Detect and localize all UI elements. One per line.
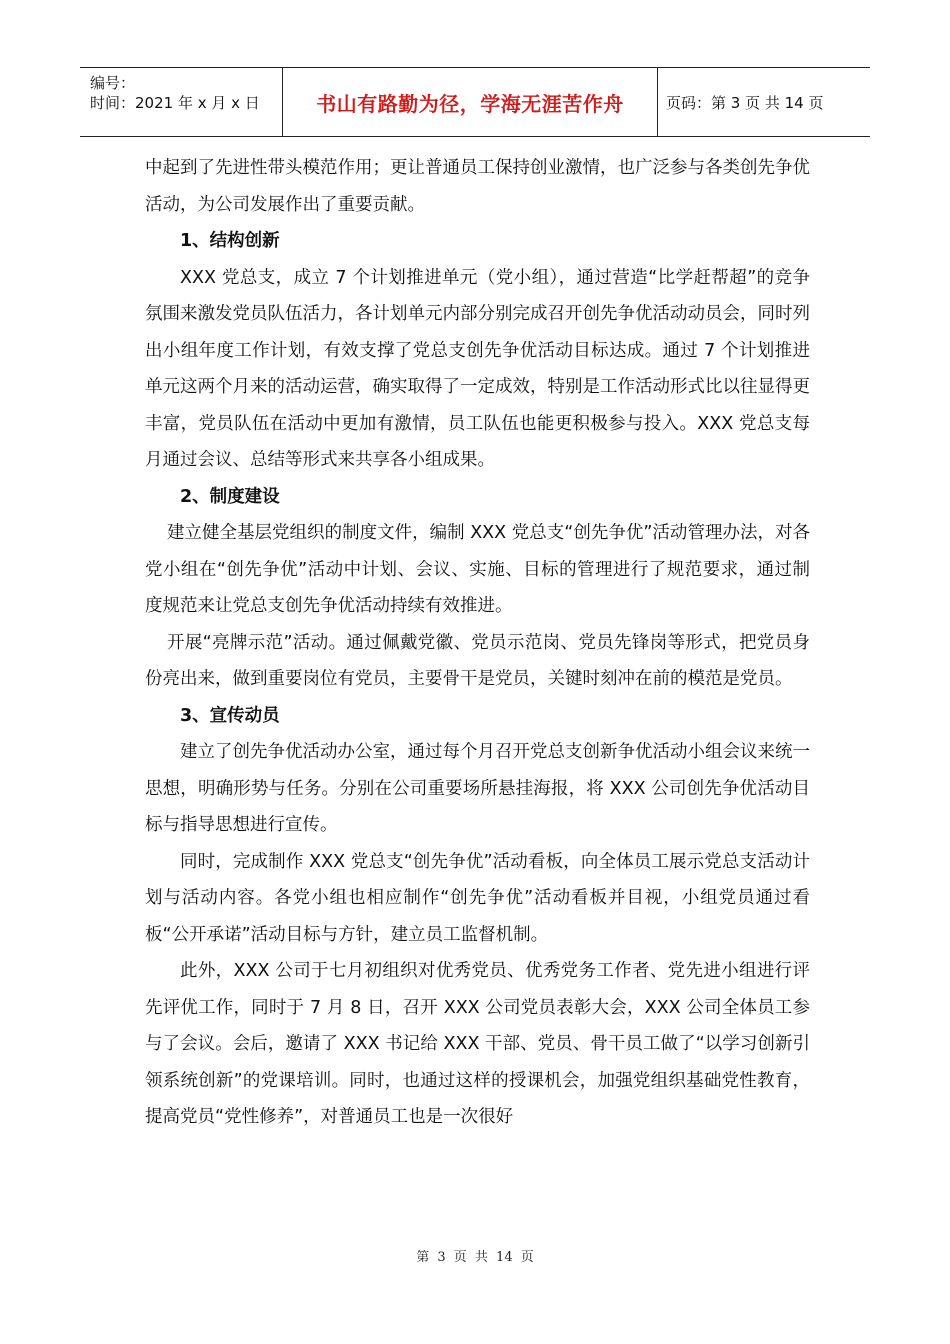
paragraph-continuation: 中起到了先进性带头模范作用；更让普通员工保持创业激情，也广泛参与各类创先争优活动，为公司发展作出了重要贡献。 — [145, 158, 810, 215]
section-heading-3: 3、宣传动员 — [180, 705, 280, 726]
paragraph-structure-innovation: XXX 党总支，成立 7 个计划推进单元（党小组），通过营造“比学赶帮超”的竞争氛围来激发党员队伍活力，各计划单元内部分别完成召开创先争优活动动员会，同时列出小组年度工作计划，有效支撑了党总支创先争优活动目标达成。通过 7 个计划推进单元这两个月来的活动运营，确实取得了一定成效，特别是工作活动形式比以往显得更丰富，党员队伍在活动中更加有激情，员工队伍也能更积极参与投入。XXX 党总支每月通过会议、总结等形式来共享各小组成果。 — [145, 267, 810, 470]
page-footer: 第 3 页 共 14 页 — [416, 1250, 534, 1265]
header-page-info: 页码：第 3 页 共 14 页 — [666, 93, 824, 112]
header-motto: 书山有路勤为径，学海无涯苦作舟 — [316, 91, 624, 116]
date-label: 时间：2021 年 x 月 x 日 — [90, 94, 260, 112]
header-motto-cell — [283, 68, 658, 136]
section-heading-1: 1、结构创新 — [180, 231, 280, 251]
document-header — [80, 67, 870, 137]
paragraph-publicity-office: 建立了创先争优活动办公室，通过每个月召开党总支创新争优活动小组会议来统一思想，明确形势与任务。分别在公司重要场所悬挂海报，将 XXX 公司创先争优活动目标与指导思想进行宣传。 — [145, 742, 810, 835]
header-page-cell — [658, 68, 870, 136]
paragraph-commendation: 此外，XXX 公司于七月初组织对优秀党员、优秀党务工作者、党先进小组进行评先评优工作，同时于 7 月 8 日，召开 XXX 公司党员表彰大会，XXX 公司全体员工参与了会议。会后，邀请了 XXX 书记给 XXX 干部、党员、骨干员工做了“以学习创新引领系统创新”的党课培训。同时，也通过这样的授课机会，加强党组织基础党性教育，提高党员“党性修养”，对普通员工也是一次很好 — [145, 961, 810, 1127]
document-body — [145, 150, 810, 1136]
paragraph-badge-demo: 开展“亮牌示范”活动。通过佩戴党徽、党员示范岗、党员先锋岗等形式，把党员身份亮出来，做到重要岗位有党员，主要骨干是党员，关键时刻冲在前的模范是党员。 — [145, 632, 810, 689]
number-label: 编号： — [90, 74, 136, 92]
header-meta-cell — [80, 68, 283, 136]
section-heading-2: 2、制度建设 — [180, 486, 280, 507]
paragraph-activity-board: 同时，完成制作 XXX 党总支“创先争优”活动看板，向全体员工展示党总支活动计划与活动内容。各党小组也相应制作“创先争优”活动看板并目视，小组党员通过看板“公开承诺”活动目标与方针，建立员工监督机制。 — [145, 851, 810, 945]
paragraph-system-building: 建立健全基层党组织的制度文件，编制 XXX 党总支“创先争优”活动管理办法，对各党小组在“创先争优”活动中计划、会议、实施、目标的管理进行了规范要求，通过制度规范来让党总支创先争优活动持续有效推进。 — [145, 523, 810, 616]
